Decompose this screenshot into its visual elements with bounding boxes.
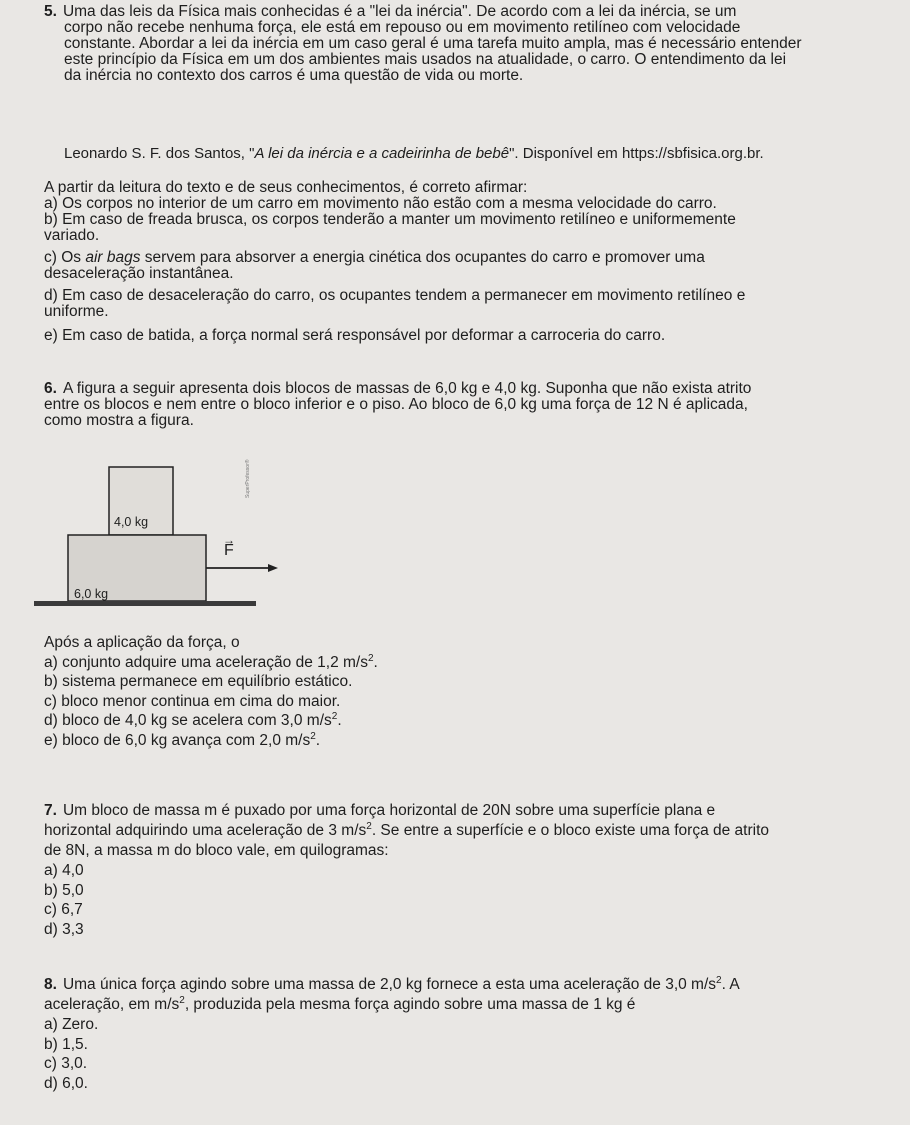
question-5-number: 5. [44,3,57,20]
force-arrow-head [268,564,278,572]
q8-option-a[interactable]: a) Zero. [44,1016,99,1033]
q7-option-d[interactable]: d) 3,3 [44,920,84,938]
q6-option-a[interactable]: a) conjunto adquire uma aceleração de 1,2 $m/s^2$. [44,652,378,671]
bottom-block-label: 6,0 kg [74,587,109,601]
q7-option-a[interactable]: a) 4,0 [44,862,84,879]
question-7-line-3: de 8N, a massa m do bloco vale, em quilogramas: [44,842,389,859]
q5-option-d[interactable]: d) Em caso de desaceleração do carro, os ocupantes tendem a permanecer em movimento retilíneo e [44,287,746,304]
question-8 [44,975,892,1093]
question-7 [44,801,892,939]
q5-option-b[interactable]: b) Em caso de freada brusca, os corpos tenderão a manter um movimento retilíneo e uniformemente [44,211,736,228]
question-5-line-5: da inércia no contexto dos carros é uma questão de vida ou morte. [64,67,524,84]
q5-option-e[interactable]: e) Em caso de batida, a força normal será responsável por deformar a carroceria do carro. [44,327,666,344]
question-7-line-1: 7. Um bloco de massa m é puxado por uma força horizontal de 20N sobre uma superfície plana e [44,802,716,819]
question-8-number: 8. [44,976,57,993]
question-6-line-3: como mostra a figura. [44,412,194,429]
q8-option-d[interactable]: d) 6,0. [44,1074,88,1092]
vector-arrow: → [223,533,235,547]
question-6-options [44,633,892,750]
q6-option-c[interactable]: c) bloco menor continua em cima do maior. [44,692,341,710]
q7-option-b[interactable]: b) 5,0 [44,881,84,899]
q5-option-c[interactable]: c) Os air bags servem para absorver a energia cinética dos ocupantes do carro e promover uma [44,249,705,266]
question-5-line-3: constante. Abordar a lei da inércia em um caso geral é uma tarefa muito ampla, mas é necessário entender [64,35,802,52]
source-citation: Leonardo S. F. dos Santos, "A lei da inércia e a cadeirinha de bebê". Disponível em https://sbfisica.org.br. [64,145,764,162]
question-6-line-1: 6. A figura a seguir apresenta dois blocos de massas de 6,0 kg e 4,0 kg. Suponha que não exista atrito [44,380,752,397]
q8-option-c[interactable]: c) 3,0. [44,1055,88,1072]
question-7-number: 7. [44,802,57,819]
question-5-line-2: corpo não recebe nenhuma força, ele está em repouso ou em movimento retilíneo com velocidade [64,19,741,36]
question-5-prompt: A partir da leitura do texto e de seus conhecimentos, é correto afirmar: [44,179,528,196]
q7-option-c[interactable]: c) 6,7 [44,901,83,918]
question-6-line-2: entre os blocos e nem entre o bloco inferior e o piso. Ao bloco de 6,0 kg uma força de 12 N é aplicada, [44,396,748,413]
blocks-figure [34,459,284,612]
question-7-line-2: horizontal adquirindo uma aceleração de 3 $m/s^2$. Se entre a superfície e o bloco existe uma força de atrito [44,820,769,839]
q8-option-b[interactable]: b) 1,5. [44,1035,88,1053]
q5-option-d-cont: uniforme. [44,303,109,320]
q5-option-b-cont: variado. [44,227,100,244]
question-6-stem: Após a aplicação da força, o [44,634,240,651]
q5-option-a[interactable]: a) Os corpos no interior de um carro em movimento não estão com a mesma velocidade do carro. [44,195,717,212]
question-6 [44,381,892,429]
top-block-label: 4,0 kg [114,515,149,529]
question-5 [44,4,892,84]
q5-option-c-cont: desaceleração instantânea. [44,265,234,282]
question-6-number: 6. [44,380,57,397]
question-8-line-2: aceleração, em $m/s^2$, produzida pela mesma força agindo sobre uma massa de 1 kg é [44,994,636,1013]
watermark: SuperProfessor® [245,459,251,498]
question-5-line-4: este princípio da Física em um dos ambientes mais usados na atualidade, o carro. O entendimento da lei [64,51,787,68]
question-5-options [44,180,892,344]
q6-option-e[interactable]: e) bloco de 6,0 kg avança com 2,0 $m/s^2$. [44,730,321,749]
force-label: F → [223,533,235,559]
floor [34,601,256,606]
question-5-line-1: 5. Uma das leis da Física mais conhecidas é a "lei da inércia". De acordo com a lei da inércia, se um [44,3,737,20]
q6-option-b[interactable]: b) sistema permanece em equilíbrio estático. [44,673,353,690]
source-title: A lei da inércia e a cadeirinha de bebê [254,145,510,162]
q6-option-d[interactable]: d) bloco de 4,0 kg se acelera com 3,0 $m/s^2$. [44,710,342,729]
question-8-line-1: 8. Uma única força agindo sobre uma massa de 2,0 kg fornece a esta uma aceleração de 3,0 $m/s^2$. A [44,974,740,993]
